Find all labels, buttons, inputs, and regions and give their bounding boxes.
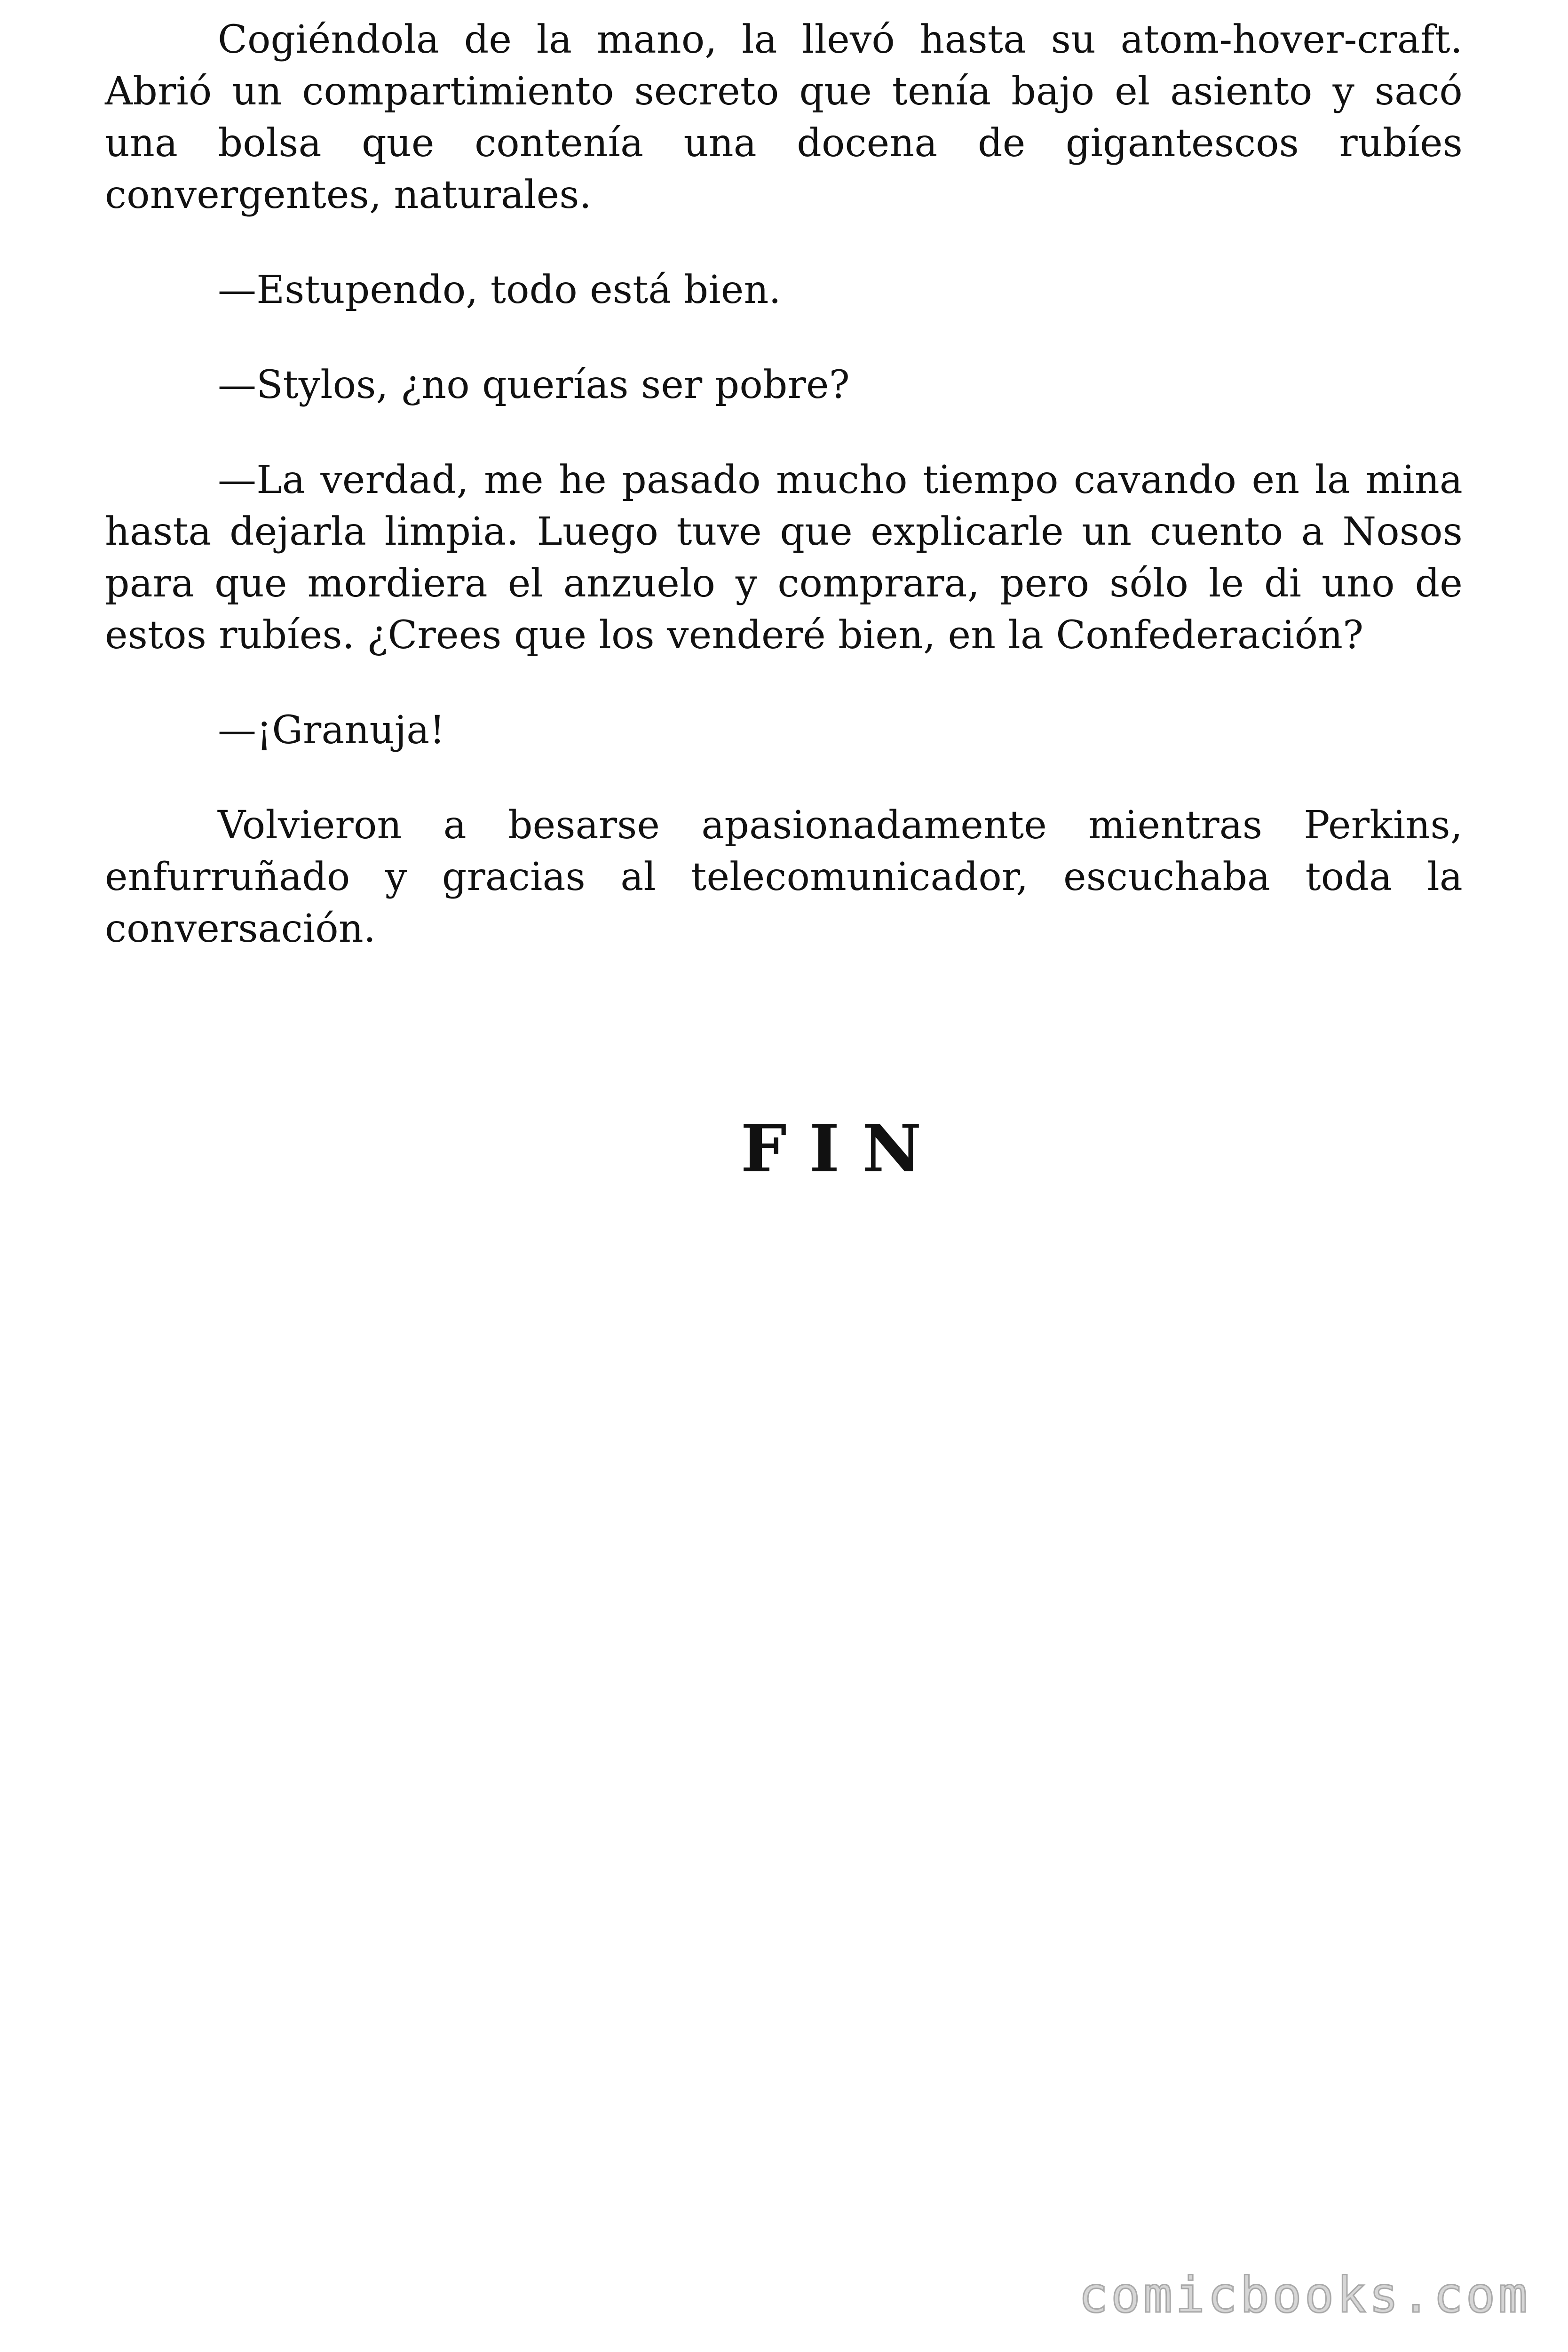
paragraph-6: Volvieron a besarse apasionadamente mientras Perkins, enfurruñado y gracias al telecomunicador, escuchaba toda la conversación.	[105, 803, 1463, 951]
paragraph-4: —La verdad, me he pasado mucho tiempo cavando en la mina hasta dejarla limpia. Luego tuve que explicarle un cuento a Nosos para que mordiera el anzuelo y comprara, pero sólo le di uno de estos rubíes. ¿Crees que los venderé bien, en la Confederación?	[105, 458, 1463, 658]
paragraph-3: —Stylos, ¿no querías ser pobre?	[218, 363, 850, 407]
paragraph-1: Cogiéndola de la mano, la llevó hasta su atom-hover-craft. Abrió un compartimiento secreto que tenía bajo el asiento y sacó una bolsa que contenía una docena de gigantescos rubíes convergentes, naturales.	[105, 17, 1463, 217]
watermark: comicbooks.com	[1078, 2266, 1530, 2324]
paragraph-2: —Estupendo, todo está bien.	[218, 268, 781, 312]
ending-title: FIN	[740, 1110, 944, 1187]
body-text	[105, 14, 1463, 998]
paragraph-5: —¡Granuja!	[218, 708, 445, 753]
